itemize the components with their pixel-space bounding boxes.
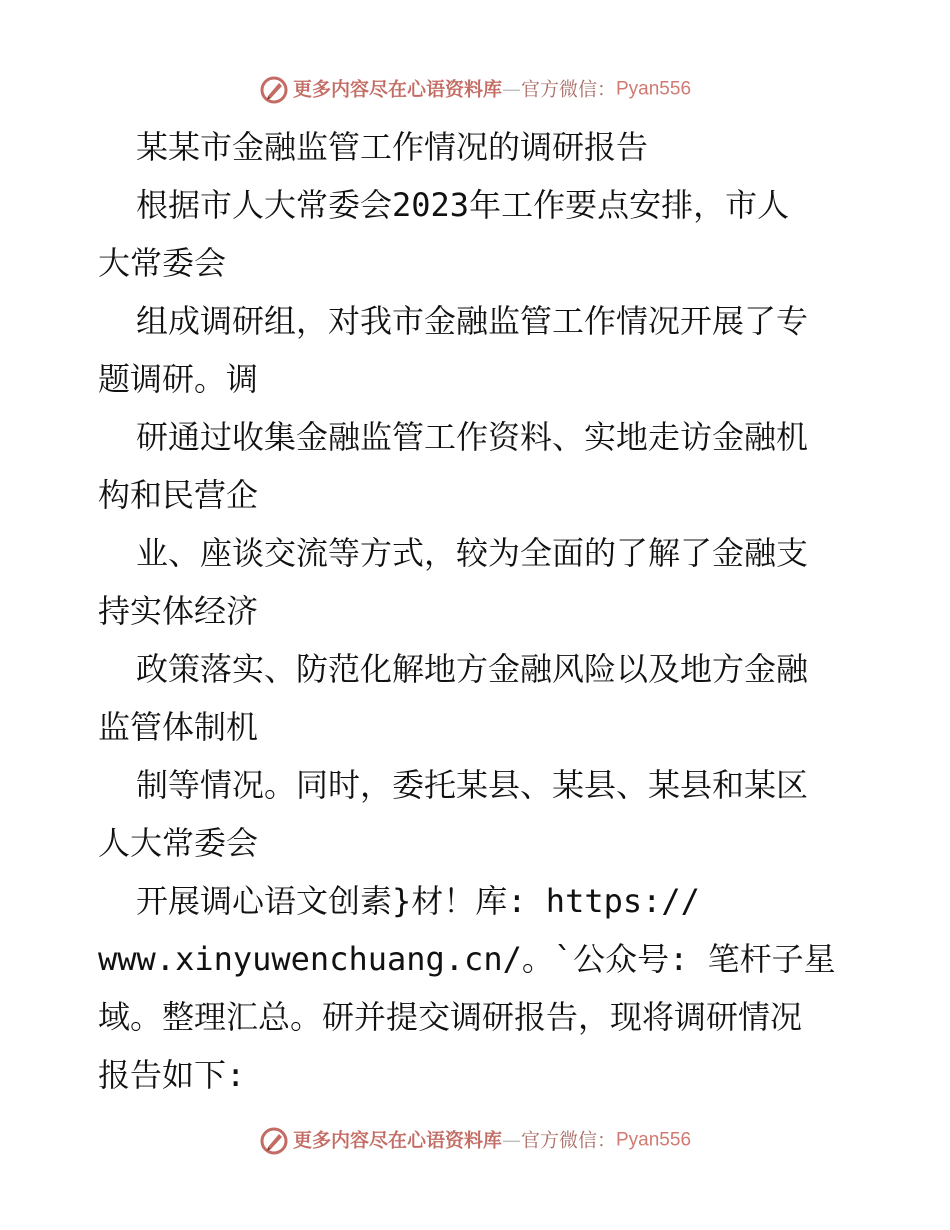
text-line: 大常委会 — [98, 244, 227, 282]
text-line: 组成调研组，对我市金融监管工作情况开展了专 — [136, 302, 809, 340]
watermark-separator: — — [501, 1129, 521, 1152]
text-line: 题调研。调 — [98, 360, 259, 398]
document-body — [98, 118, 858, 1104]
text-line: 监管体制机 — [98, 708, 259, 746]
text-line: 政策落实、防范化解地方金融风险以及地方金融 — [136, 650, 809, 688]
header-watermark — [0, 74, 950, 105]
watermark-wechat-id: Pyan556 — [616, 1129, 692, 1151]
text-line: www.xinyuwenchuang.cn/。`公众号: 笔杆子星 — [98, 940, 836, 978]
text-line: 制等情况。同时，委托某县、某县、某县和某区 — [136, 766, 809, 804]
text-line: 构和民营企 — [98, 476, 259, 514]
text-line: 人大常委会 — [98, 824, 259, 862]
watermark-official-label: 官方微信： — [520, 1129, 616, 1152]
pen-logo-icon — [259, 1126, 289, 1156]
text-line: 开展调心语文创素}材！库: https:// — [136, 882, 700, 920]
footer-watermark — [0, 1125, 950, 1156]
text-line: 域。整理汇总。研并提交调研报告，现将调研情况 — [98, 998, 803, 1036]
watermark-main-text: 更多内容尽在心语资料库 — [292, 78, 502, 101]
watermark-main-text: 更多内容尽在心语资料库 — [292, 1129, 502, 1152]
watermark-wechat-id: Pyan556 — [616, 78, 692, 100]
text-line: 持实体经济 — [98, 592, 259, 630]
watermark-official-label: 官方微信： — [520, 78, 616, 101]
watermark-separator: — — [501, 78, 521, 101]
pen-logo-icon — [259, 75, 289, 105]
text-line: 某某市金融监管工作情况的调研报告 — [136, 128, 649, 166]
text-line: 报告如下: — [98, 1056, 246, 1094]
text-line: 根据市人大常委会2023年工作要点安排，市人 — [136, 186, 790, 224]
text-line: 业、座谈交流等方式，较为全面的了解了金融支 — [136, 534, 809, 572]
text-line: 研通过收集金融监管工作资料、实地走访金融机 — [136, 418, 809, 456]
